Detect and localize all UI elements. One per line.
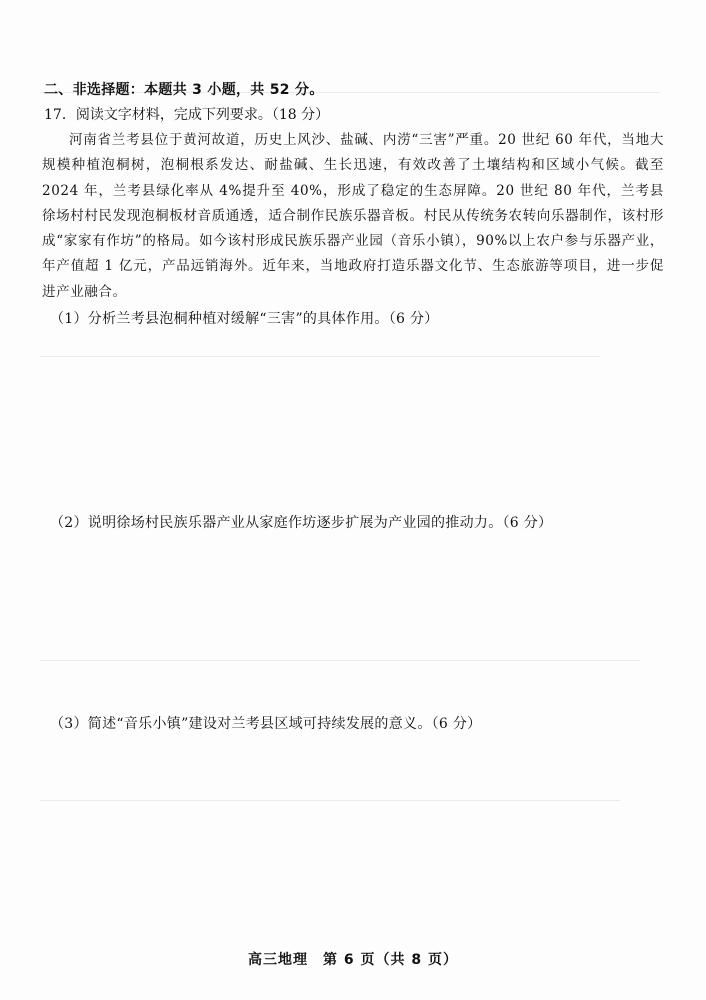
bleed-through-line [40, 660, 640, 661]
section-title: 二、非选择题：本题共 3 小题，共 52 分。 [44, 82, 324, 98]
bleed-through-line [40, 800, 620, 801]
question-header: 17．阅读文字材料，完成下列要求。（18 分） [44, 107, 330, 123]
reading-passage: 河南省兰考县位于黄河故道，历史上风沙、盐碱、内涝“三害”严重。20 世纪 60 年代，当地大规模种植泡桐树，泡桐根系发达、耐盐碱、生长迅速，有效改善了土壤结构和区域小气候。截至 2024 年，兰考县绿化率从 4%提升至 40%，形成了稳定的生态屏障。20 世纪 80 年代，兰考县徐场村村民发现泡桐板材音质通透，适合制作民族乐器音板。村民从传统务农转向乐器制作，该村形成“家家有作坊”的格局。如今该村形成民族乐器产业园（音乐小镇），90%以上农户参与乐器产业，年产值超 1 亿元，产品远销海外。近年来，当地政府打造乐器文化节、生态旅游等项目，进一步促进产业融合。 [42, 132, 664, 300]
page-footer: 高三地理 第 6 页（共 8 页） [248, 952, 458, 968]
sub-question-2: （2）说明徐场村民族乐器产业从家庭作坊逐步扩展为产业园的推动力。（6 分） [50, 515, 553, 531]
bleed-through-line [40, 356, 600, 357]
sub-question-3: （3）简述“音乐小镇”建设对兰考县区域可持续发展的意义。（6 分） [50, 716, 482, 732]
sub-question-1: （1）分析兰考县泡桐种植对缓解“三害”的具体作用。（6 分） [50, 311, 439, 327]
